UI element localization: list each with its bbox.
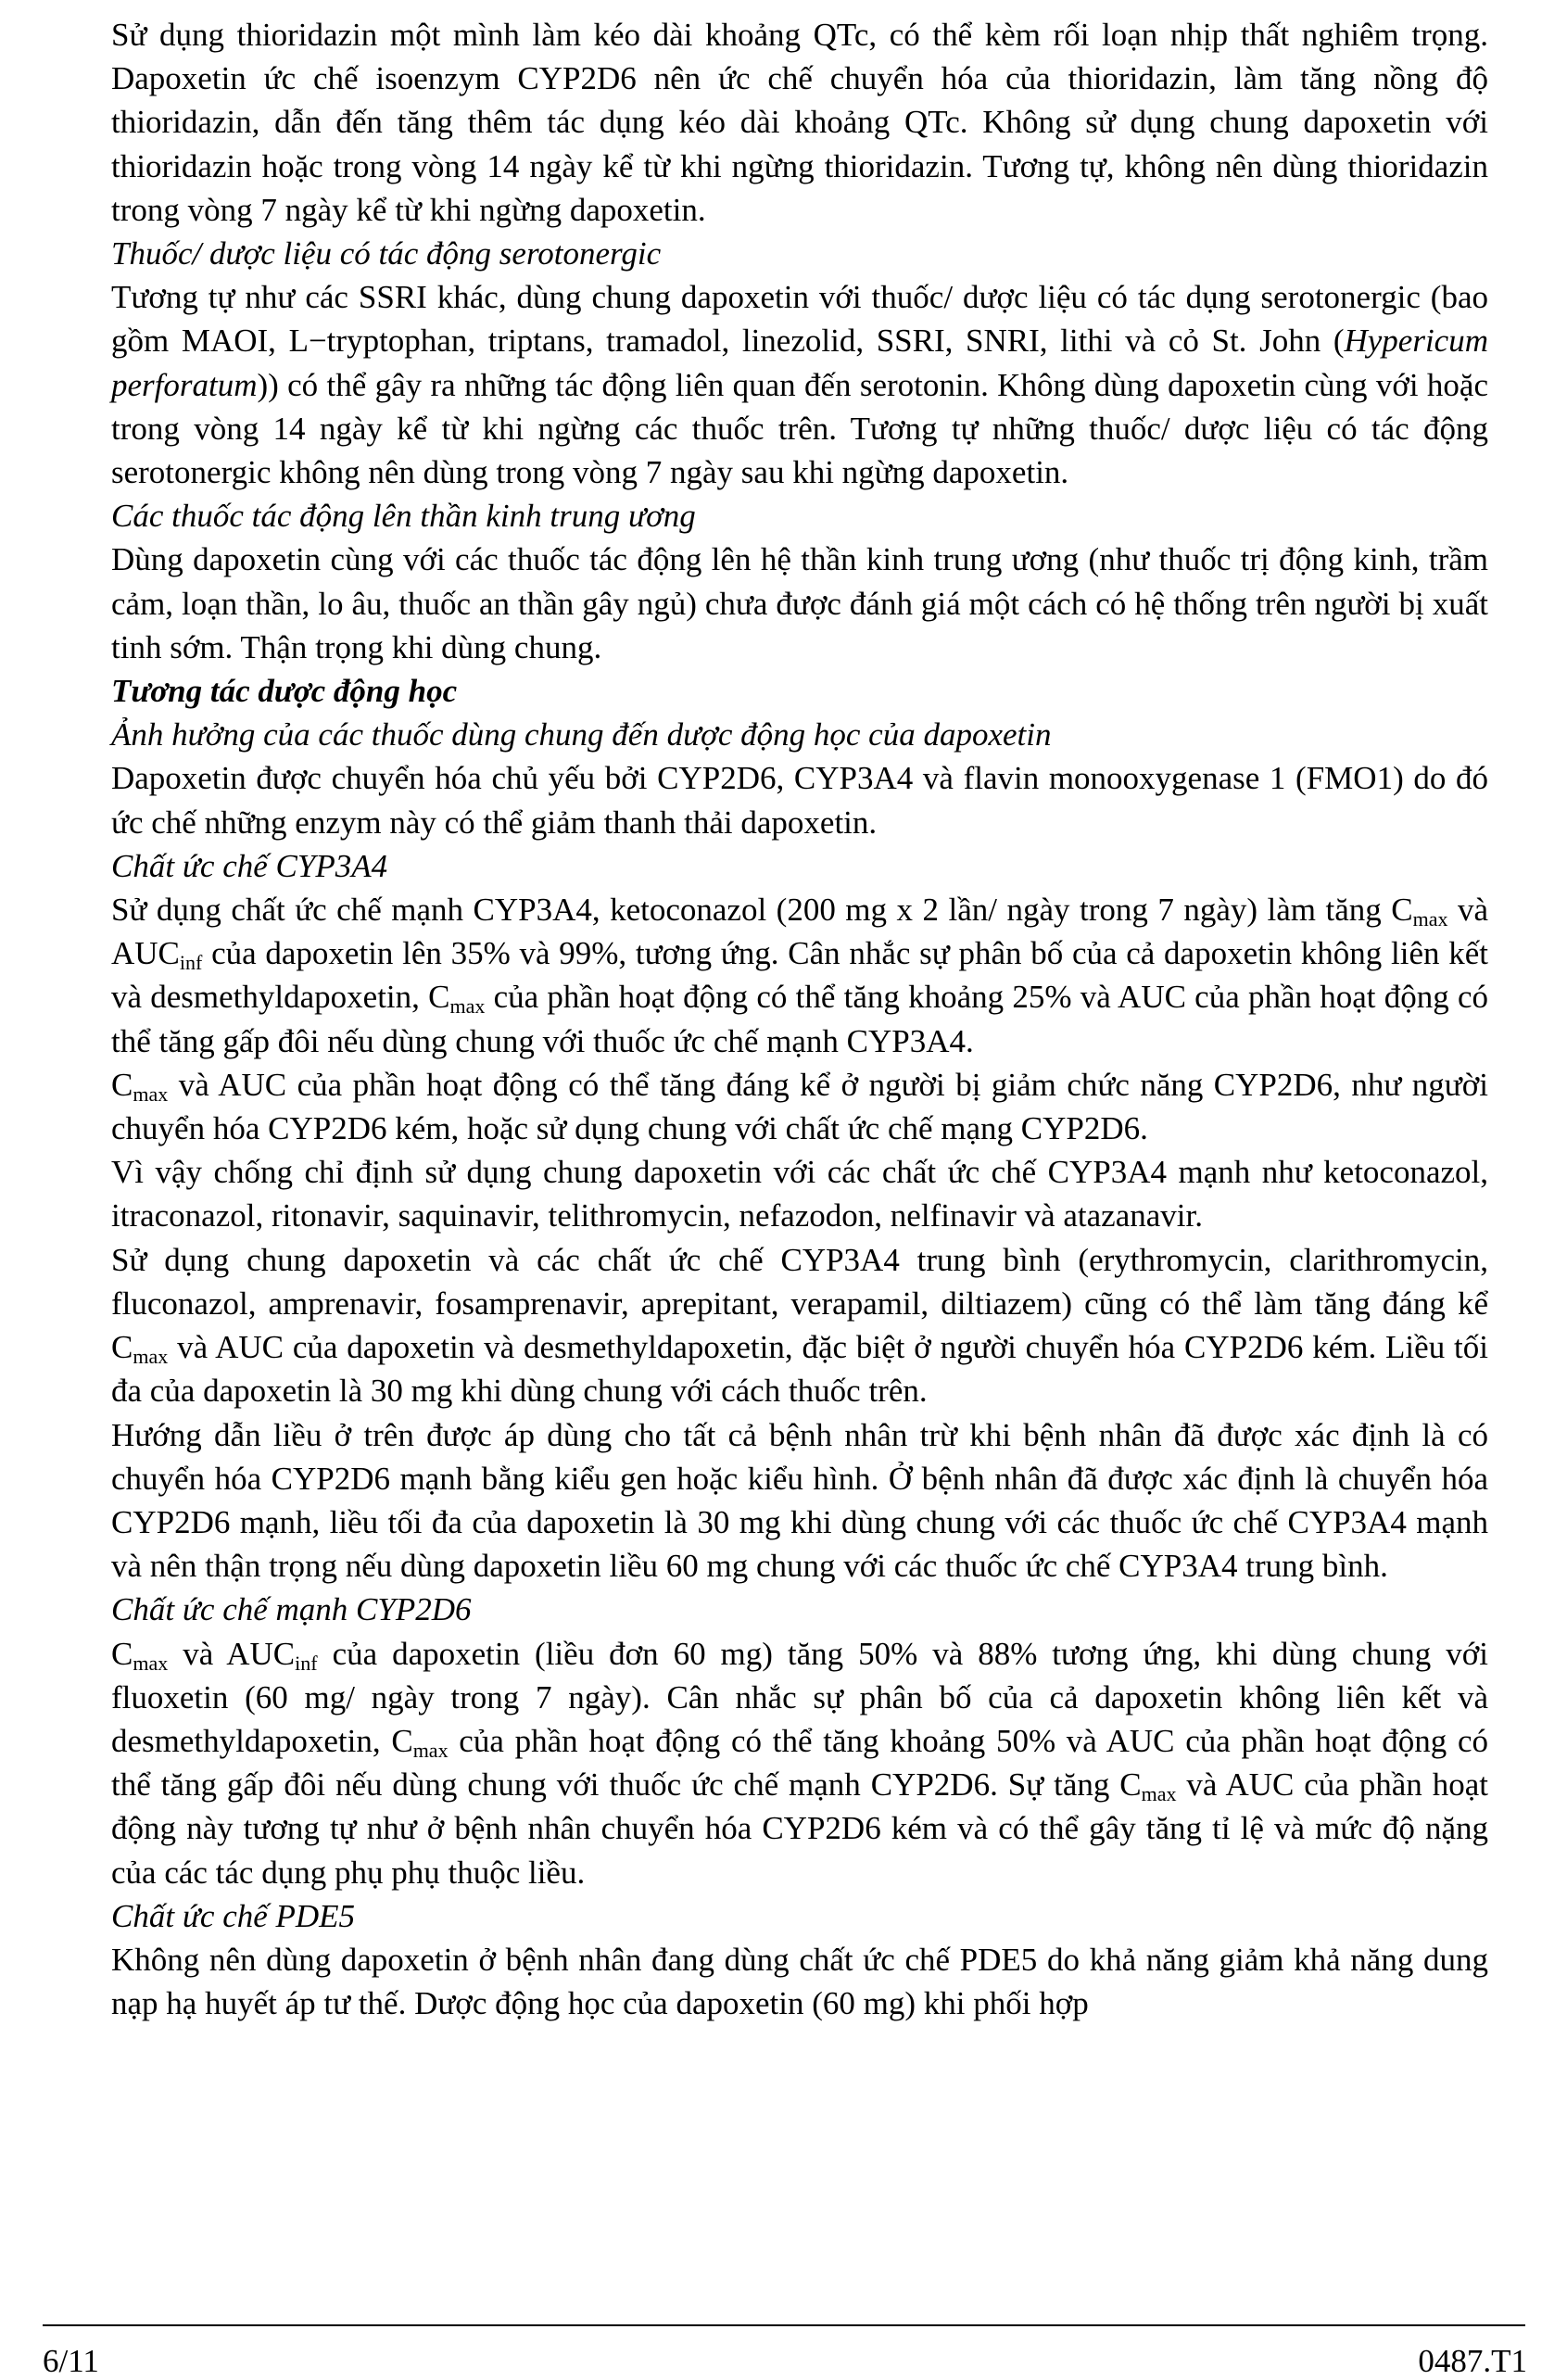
text-run: và AUC <box>168 1635 296 1672</box>
subsection-heading <box>111 669 1488 713</box>
text-run: Sử dụng thioridazin một mình làm kéo dài khoảng QTc, có thể kèm rối loạn nhịp thất nghiêm trọng. Dapoxetin ức chế isoenzym CYP2D6 nên ức chế chuyển hóa của thioridazin, làm tăng nồng độ thioridazin, dẫn đến tăng thêm tác dụng kéo dài khoảng QTc. Không sử dụng chung dapoxetin với thioridazin hoặc trong vòng 14 ngày kể từ khi ngừng thioridazin. Tương tự, không nên dùng thioridazin trong vòng 7 ngày kể từ khi ngừng dapoxetin. <box>111 17 1488 228</box>
body-paragraph <box>111 756 1488 843</box>
text-run: Không nên dùng dapoxetin ở bệnh nhân đang dùng chất ức chế PDE5 do khả năng giảm khả năng dung nạp hạ huyết áp tư thế. Dược động học của dapoxetin (60 mg) khi phối hợp <box>111 1941 1488 2022</box>
text-run: )) có thể gây ra những tác động liên quan đến serotonin. Không dùng dapoxetin cùng với hoặc trong vòng 14 ngày kể từ khi ngừng các thuốc trên. Tương tự những thuốc/ dược liệu có tác động serotonergic không nên dùng trong vòng 7 ngày sau khi ngừng dapoxetin. <box>111 366 1488 491</box>
document-body <box>111 13 1488 2025</box>
text-run: Vì vậy chống chỉ định sử dụng chung dapoxetin với các chất ức chế CYP3A4 mạnh như ketoconazol, itraconazol, ritonavir, saquinavir, telithromycin, nefazodon, nelfinavir và atazanavir. <box>111 1154 1488 1234</box>
text-run: Chất ức chế CYP3A4 <box>111 847 388 884</box>
text-run: của dapoxetin (liều đơn 60 mg) tăng 50% và 88% tương ứng, khi dùng chung với fluoxetin (60 mg/ ngày trong 7 ngày). Cân nhắc sự phân bố của cả dapoxetin không liên kết và desmethyldapoxetin, C <box>111 1635 1488 1759</box>
text-run: Các thuốc tác động lên thần kinh trung ương <box>111 498 696 535</box>
text-run: của phần hoạt động có thể tăng khoảng 25% và AUC của phần hoạt động có thể tăng gấp đôi nếu dùng chung với thuốc ức chế mạnh CYP3A4. <box>111 979 1488 1059</box>
text-run: và AUC của dapoxetin và desmethyldapoxetin, đặc biệt ở người chuyển hóa CYP2D6 kém. Liều tối đa của dapoxetin là 30 mg khi dùng chung với cách thuốc trên. <box>111 1329 1488 1410</box>
subscript-text: max <box>133 1082 169 1106</box>
text-run: Hướng dẫn liều ở trên được áp dùng cho tất cả bệnh nhân trừ khi bệnh nhân đã được xác định là có chuyển hóa CYP2D6 mạnh bằng kiểu gen hoặc kiểu hình. Ở bệnh nhân đã được xác định là chuyển hóa CYP2D6 mạnh, liều tối đa của dapoxetin là 30 mg khi dùng chung với các thuốc ức chế CYP3A4 mạnh và nên thận trọng nếu dùng dapoxetin liều 60 mg chung với các thuốc ức chế CYP3A4 trung bình. <box>111 1416 1488 1585</box>
body-paragraph <box>111 275 1488 494</box>
text-run: C <box>111 1635 133 1672</box>
subscript-text: max <box>1141 1782 1177 1806</box>
text-run: Tương tự như các SSRI khác, dùng chung dapoxetin với thuốc/ dược liệu có tác dụng serotonergic (bao gồm MAOI, L−tryptophan, triptans, tramadol, linezolid, SSRI, SNRI, lithi và cỏ St. John ( <box>111 279 1488 360</box>
text-run: của phần hoạt động có thể tăng khoảng 50% và AUC của phần hoạt động có thể tăng gấp đôi nếu dùng chung với thuốc ức chế mạnh CYP2D6. Sự tăng C <box>111 1722 1488 1804</box>
text-run: Dùng dapoxetin cùng với các thuốc tác động lên hệ thần kinh trung ương (như thuốc trị động kinh, trầm cảm, loạn thần, lo âu, thuốc an thần gây ngủ) chưa được đánh giá một cách có hệ thống trên người bị xuất tinh sớm. Thận trọng khi dùng chung. <box>111 541 1488 665</box>
text-run: Dapoxetin được chuyển hóa chủ yếu bởi CYP2D6, CYP3A4 và flavin monooxygenase 1 (FMO1) do đó ức chế những enzym này có thể giảm thanh thải dapoxetin. <box>111 760 1488 841</box>
subscript-text: max <box>133 1651 169 1675</box>
subscript-text: max <box>133 1345 169 1369</box>
section-heading <box>111 232 1488 275</box>
subscript-text: max <box>412 1738 449 1762</box>
text-run: Sử dụng chung dapoxetin và các chất ức chế CYP3A4 trung bình (erythromycin, clarithromycin, fluconazol, amprenavir, fosamprenavir, aprepitant, verapamil, diltiazem) cũng có thể làm tăng đáng kể C <box>111 1241 1488 1366</box>
text-run: Ảnh hưởng của các thuốc dùng chung đến dược động học của dapoxetin <box>111 716 1052 753</box>
text-run: và AUC của phần hoạt động này tương tự như ở bệnh nhân chuyển hóa CYP2D6 kém và có thể gây tăng tỉ lệ và mức độ nặng của các tác dụng phụ phụ thuộc liều. <box>111 1766 1488 1891</box>
body-paragraph <box>111 1063 1488 1150</box>
page-number: 6/11 <box>43 2343 99 2379</box>
section-heading <box>111 494 1488 538</box>
text-run: Chất ức chế PDE5 <box>111 1897 356 1934</box>
document-code: 0487.T1 <box>1418 2343 1527 2379</box>
body-paragraph <box>111 538 1488 669</box>
subscript-text: inf <box>179 951 203 975</box>
section-heading <box>111 713 1488 756</box>
italic-term: Hypericum perforatum <box>111 323 1488 403</box>
body-paragraph <box>111 1150 1488 1237</box>
body-paragraph <box>111 1413 1488 1589</box>
section-heading <box>111 844 1488 888</box>
body-paragraph <box>111 1632 1488 1894</box>
text-run: của dapoxetin lên 35% và 99%, tương ứng. Cân nhắc sự phân bố của cả dapoxetin không liên kết và desmethyldapoxetin, C <box>111 935 1488 1016</box>
text-run: Thuốc/ dược liệu có tác động serotonergic <box>111 235 662 272</box>
subscript-text: max <box>1412 907 1448 931</box>
body-paragraph <box>111 13 1488 232</box>
footer-divider <box>43 2324 1525 2326</box>
subscript-text: inf <box>295 1651 318 1675</box>
text-run: C <box>111 1066 133 1103</box>
subscript-text: max <box>449 994 486 1019</box>
text-run: và AUC <box>111 892 1488 972</box>
body-paragraph <box>111 1238 1488 1413</box>
text-run: Tương tác dược động học <box>111 673 458 710</box>
text-run: và AUC của phần hoạt động có thể tăng đáng kể ở người bị giảm chức năng CYP2D6, như người chuyển hóa CYP2D6 kém, hoặc sử dụng chung với chất ức chế mạng CYP2D6. <box>111 1066 1488 1147</box>
body-paragraph <box>111 888 1488 1063</box>
text-run: Sử dụng chất ức chế mạnh CYP3A4, ketoconazol (200 mg x 2 lần/ ngày trong 7 ngày) làm tăng C <box>111 892 1413 929</box>
body-paragraph <box>111 1938 1488 2025</box>
text-run: Chất ức chế mạnh CYP2D6 <box>111 1591 472 1628</box>
section-heading <box>111 1588 1488 1631</box>
section-heading <box>111 1894 1488 1938</box>
